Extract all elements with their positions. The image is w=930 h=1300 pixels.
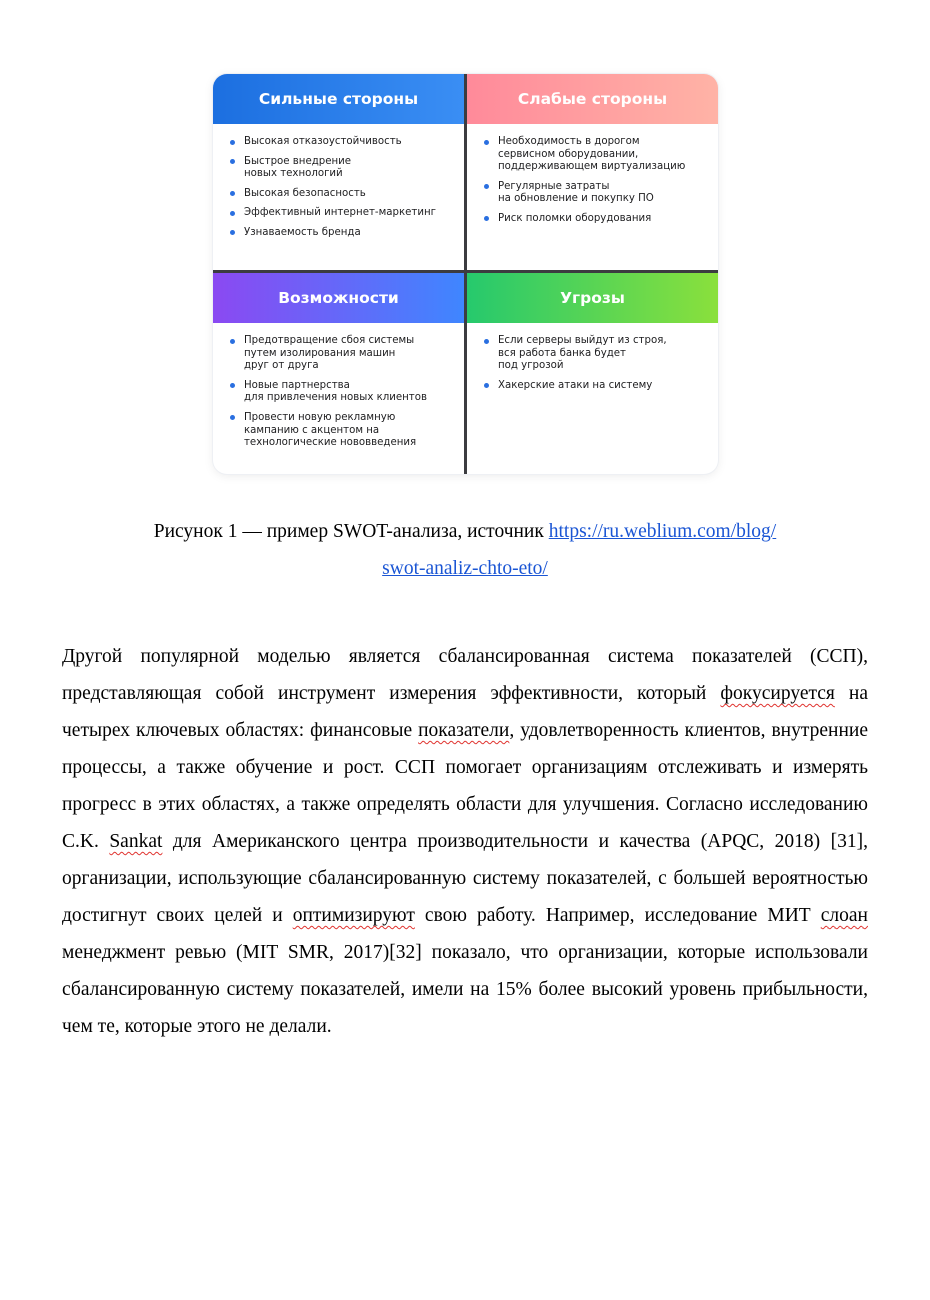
text-run: на четырех ключевых областях: финансовые bbox=[62, 683, 869, 741]
opportunities-quadrant bbox=[213, 273, 464, 474]
list-item: Эффективный интернет-маркетинг bbox=[230, 207, 458, 220]
strengths-title: Сильные стороны bbox=[213, 74, 464, 124]
opportunities-list bbox=[213, 323, 464, 450]
figure-caption bbox=[60, 513, 870, 587]
list-item: Если серверы выйдут из строя, вся работа банка будет под угрозой bbox=[484, 335, 712, 373]
horizontal-divider bbox=[213, 270, 718, 273]
misspelled-word: оптимизируют bbox=[292, 905, 415, 926]
list-item: Узнаваемость бренда bbox=[230, 227, 458, 240]
vertical-divider bbox=[464, 74, 467, 474]
list-item: Новые партнерства для привлечения новых клиентов bbox=[230, 380, 458, 405]
misspelled-word: показатели bbox=[418, 720, 510, 741]
misspelled-word: Sankat bbox=[109, 831, 163, 852]
caption-text: Рисунок 1 — пример SWOT-анализа, источник bbox=[153, 521, 549, 542]
weaknesses-list bbox=[467, 124, 718, 226]
misspelled-word: фокусируется bbox=[720, 683, 835, 704]
list-item: Предотвращение сбоя системы путем изолирования машин друг от друга bbox=[230, 335, 458, 373]
swot-figure bbox=[213, 74, 718, 474]
text-run: для Американского центра производительности и качества (APQC, 2018) [31], организации, использующие сбалансированную систему показателей, с большей вероятностью достигнут своих целей и bbox=[62, 831, 868, 926]
threats-list bbox=[467, 323, 718, 392]
text-run: менеджмент ревью (MIT SMR, 2017)[32] показало, что организации, которые использовали сбалансированную систему показателей, имели на 15% более высокий уровень прибыльности, чем те, которые этого не делали. bbox=[62, 942, 868, 1037]
list-item: Высокая отказоустойчивость bbox=[230, 136, 458, 149]
weaknesses-quadrant bbox=[467, 74, 718, 270]
list-item: Необходимость в дорогом сервисном оборудовании, поддерживающем виртуализацию bbox=[484, 136, 712, 174]
list-item: Риск поломки оборудования bbox=[484, 213, 712, 226]
opportunities-title: Возможности bbox=[213, 273, 464, 323]
source-link[interactable]: https://ru.weblium.com/blog/ swot-analiz-chto-eto/ bbox=[382, 521, 777, 579]
text-run: , удовлетворенность клиентов, внутренние процессы, а также обучение и рост. ССП помогает организациям отслеживать и измерять прогресс в этих областях, а также определять области для улучшения. Согласно исследованию C.K. bbox=[62, 720, 868, 852]
text-run: Другой популярной моделью является сбалансированная система показателей (ССП), представляющая собой инструмент измерения эффективности, который bbox=[62, 646, 868, 704]
strengths-quadrant bbox=[213, 74, 464, 270]
threats-quadrant bbox=[467, 273, 718, 474]
list-item: Хакерские атаки на систему bbox=[484, 380, 712, 393]
list-item: Быстрое внедрение новых технологий bbox=[230, 156, 458, 181]
misspelled-word: слоан bbox=[820, 905, 868, 926]
list-item: Провести новую рекламную кампанию с акцентом на технологические нововведения bbox=[230, 412, 458, 450]
body-paragraph bbox=[62, 638, 868, 1045]
list-item: Высокая безопасность bbox=[230, 188, 458, 201]
list-item: Регулярные затраты на обновление и покупку ПО bbox=[484, 181, 712, 206]
threats-title: Угрозы bbox=[467, 273, 718, 323]
weaknesses-title: Слабые стороны bbox=[467, 74, 718, 124]
strengths-list bbox=[213, 124, 464, 240]
text-run: свою работу. Например, исследование МИТ bbox=[414, 905, 821, 926]
